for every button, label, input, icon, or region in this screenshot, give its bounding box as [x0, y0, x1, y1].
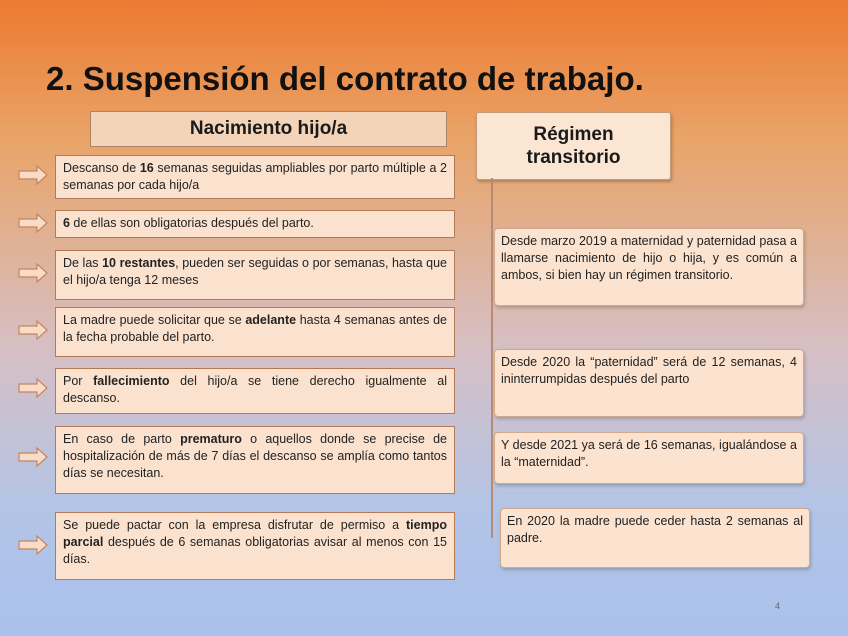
left-item-text: después de 6 semanas obligatorias avisar al menos con 15 días.: [63, 535, 447, 566]
left-item-text: De las: [63, 256, 103, 270]
connector-line: [491, 178, 493, 538]
left-item-box: [55, 210, 455, 238]
left-item-text: semanas seguidas ampliables por parto múltiple a 2 semanas por cada hijo/a: [63, 161, 448, 192]
right-heading-line-2: transitorio: [526, 147, 621, 168]
right-item-box: Y desde 2021 ya será de 16 semanas, igualándose a la “maternidad”.: [494, 432, 804, 484]
right-heading-line-1: Régimen: [533, 124, 614, 145]
arrow-right-icon: [18, 320, 48, 340]
left-item-emphasis: 6: [63, 216, 70, 230]
left-item-emphasis: prematuro: [180, 432, 242, 446]
left-item-box: [55, 307, 455, 357]
arrow-right-icon: [18, 165, 48, 185]
arrow-right-icon: [18, 378, 48, 398]
left-item-box: [55, 512, 455, 580]
right-item-box: Desde 2020 la “paternidad” será de 12 semanas, 4 ininterrumpidas después del parto: [494, 349, 804, 417]
left-item-text: La madre puede solicitar que se: [63, 313, 246, 327]
right-item-box: Desde marzo 2019 a maternidad y paternidad pasa a llamarse nacimiento de hijo o hija, y es común a ambos, si bien hay un régimen transitorio.: [494, 228, 804, 306]
left-item-text: Descanso de: [63, 161, 140, 175]
left-item-text: o aquellos donde se precise de hospitalización de más de 7 días el descanso se amplía como tantos días se necesitan.: [63, 432, 448, 480]
left-item-box: [55, 368, 455, 414]
left-item-box: [55, 426, 455, 494]
left-item-text: En caso de parto: [63, 432, 181, 446]
left-item-text: de ellas son obligatorias después del parto.: [69, 216, 314, 230]
left-item-text: Se puede pactar con la empresa disfrutar de permiso a: [63, 518, 407, 532]
right-item-box: En 2020 la madre puede ceder hasta 2 semanas al padre.: [500, 508, 810, 568]
slide-title: 2. Suspensión del contrato de trabajo.: [46, 60, 644, 97]
left-item-emphasis: 10 restantes: [102, 256, 176, 270]
arrow-right-icon: [18, 447, 48, 467]
left-item-emphasis: tiempo parcial: [63, 518, 447, 549]
left-item-box: [55, 155, 455, 199]
left-item-emphasis: adelante: [245, 313, 297, 327]
left-item-emphasis: fallecimiento: [93, 374, 170, 388]
left-item-text: Por: [63, 374, 94, 388]
left-item-box: [55, 250, 455, 300]
arrow-right-icon: [18, 535, 48, 555]
arrow-right-icon: [18, 213, 48, 233]
left-item-emphasis: 16: [139, 161, 154, 175]
arrow-right-icon: [18, 263, 48, 283]
left-item-text: del hijo/a se tiene derecho igualmente al descanso.: [63, 374, 447, 405]
left-column-heading: Nacimiento hijo/a: [90, 111, 447, 147]
page-number: 4: [774, 601, 780, 611]
left-item-text: , pueden ser seguidas o por semanas, hasta que el hijo/a tenga 12 meses: [63, 256, 447, 287]
left-item-text: hasta 4 semanas antes de la fecha probable del parto.: [63, 313, 447, 344]
right-column-heading: [476, 112, 671, 180]
